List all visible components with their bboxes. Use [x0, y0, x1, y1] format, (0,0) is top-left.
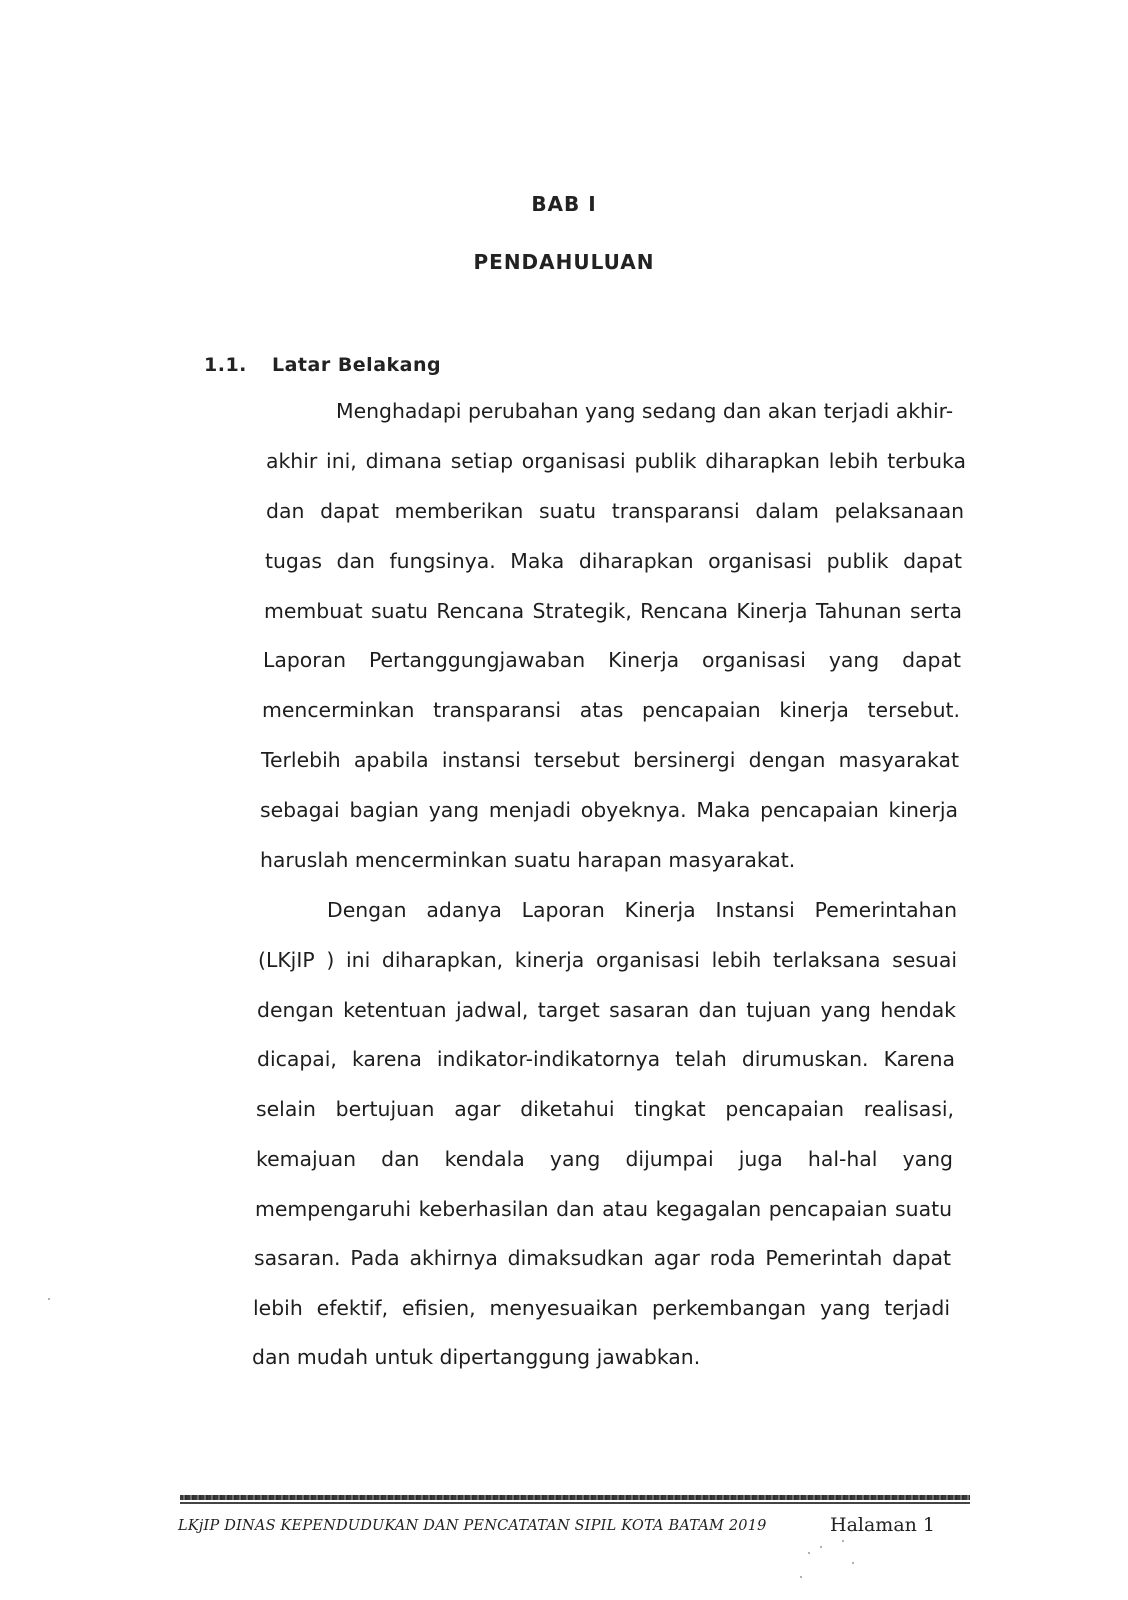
paragraph-1-line: mencerminkan transparansi atas pencapaian kinerja tersebut.: [262, 698, 960, 722]
paragraph-2-line: lebih efektif, efisien, menyesuaikan perkembangan yang terjadi: [253, 1296, 950, 1320]
paragraph-1-line: membuat suatu Rencana Strategik, Rencana Kinerja Tahunan serta: [264, 599, 962, 623]
paragraph-2-line: (LKjIP ) ini diharapkan, kinerja organisasi lebih terlaksana sesuai: [258, 948, 957, 972]
paragraph-1-line: sebagai bagian yang menjadi obyeknya. Maka pencapaian kinerja: [260, 798, 958, 822]
section-title: Latar Belakang: [272, 354, 442, 376]
chapter-label: BAB I: [531, 192, 597, 216]
paragraph-2-line: Dengan adanya Laporan Kinerja Instansi Pemerintahan: [327, 898, 957, 922]
scan-speck: [842, 1540, 844, 1542]
section-heading: [204, 354, 441, 376]
paragraph-1-line: Laporan Pertanggungjawaban Kinerja organisasi yang dapat: [263, 648, 961, 672]
chapter-title: PENDAHULUAN: [473, 250, 655, 274]
paragraph-2-line: dicapai, karena indikator-indikatornya telah dirumuskan. Karena: [257, 1047, 955, 1071]
paragraph-2-line: dengan ketentuan jadwal, target sasaran dan tujuan yang hendak: [257, 998, 956, 1022]
scan-speck: [852, 1562, 854, 1564]
paragraph-1-line: Menghadapi perubahan yang sedang dan akan terjadi akhir-: [336, 399, 954, 423]
scan-speck: [800, 1576, 802, 1578]
footer-rule-thin: [180, 1502, 970, 1504]
scan-speck: [820, 1546, 822, 1548]
paragraph-1-line: Terlebih apabila instansi tersebut bersinergi dengan masyarakat: [261, 748, 959, 772]
paragraph-1-line: dan dapat memberikan suatu transparansi dalam pelaksanaan: [266, 499, 964, 523]
paragraph-1-line: tugas dan fungsinya. Maka diharapkan organisasi publik dapat: [265, 549, 962, 573]
paragraph-2-line: selain bertujuan agar diketahui tingkat pencapaian realisasi,: [256, 1097, 954, 1121]
paragraph-1-line: haruslah mencerminkan suatu harapan masyarakat.: [260, 848, 796, 872]
paragraph-2-line: kemajuan dan kendala yang dijumpai juga hal-hal yang: [256, 1147, 953, 1171]
footer-document-title: LKjIP DINAS KEPENDUDUKAN DAN PENCATATAN SIPIL KOTA BATAM 2019: [178, 1518, 767, 1534]
paragraph-2-line: sasaran. Pada akhirnya dimaksudkan agar roda Pemerintah dapat: [254, 1246, 951, 1270]
section-number: 1.1.: [204, 354, 247, 376]
footer-page-number: Halaman 1: [830, 1514, 936, 1536]
paragraph-2-line: mempengaruhi keberhasilan dan atau kegagalan pencapaian suatu: [255, 1197, 952, 1221]
footer-rule: [180, 1495, 970, 1500]
scan-speck: [48, 1298, 50, 1300]
paragraph-1-line: akhir ini, dimana setiap organisasi publik diharapkan lebih terbuka: [266, 449, 966, 473]
scan-speck: [808, 1552, 810, 1554]
paragraph-2-line: dan mudah untuk dipertanggung jawabkan.: [252, 1345, 701, 1369]
